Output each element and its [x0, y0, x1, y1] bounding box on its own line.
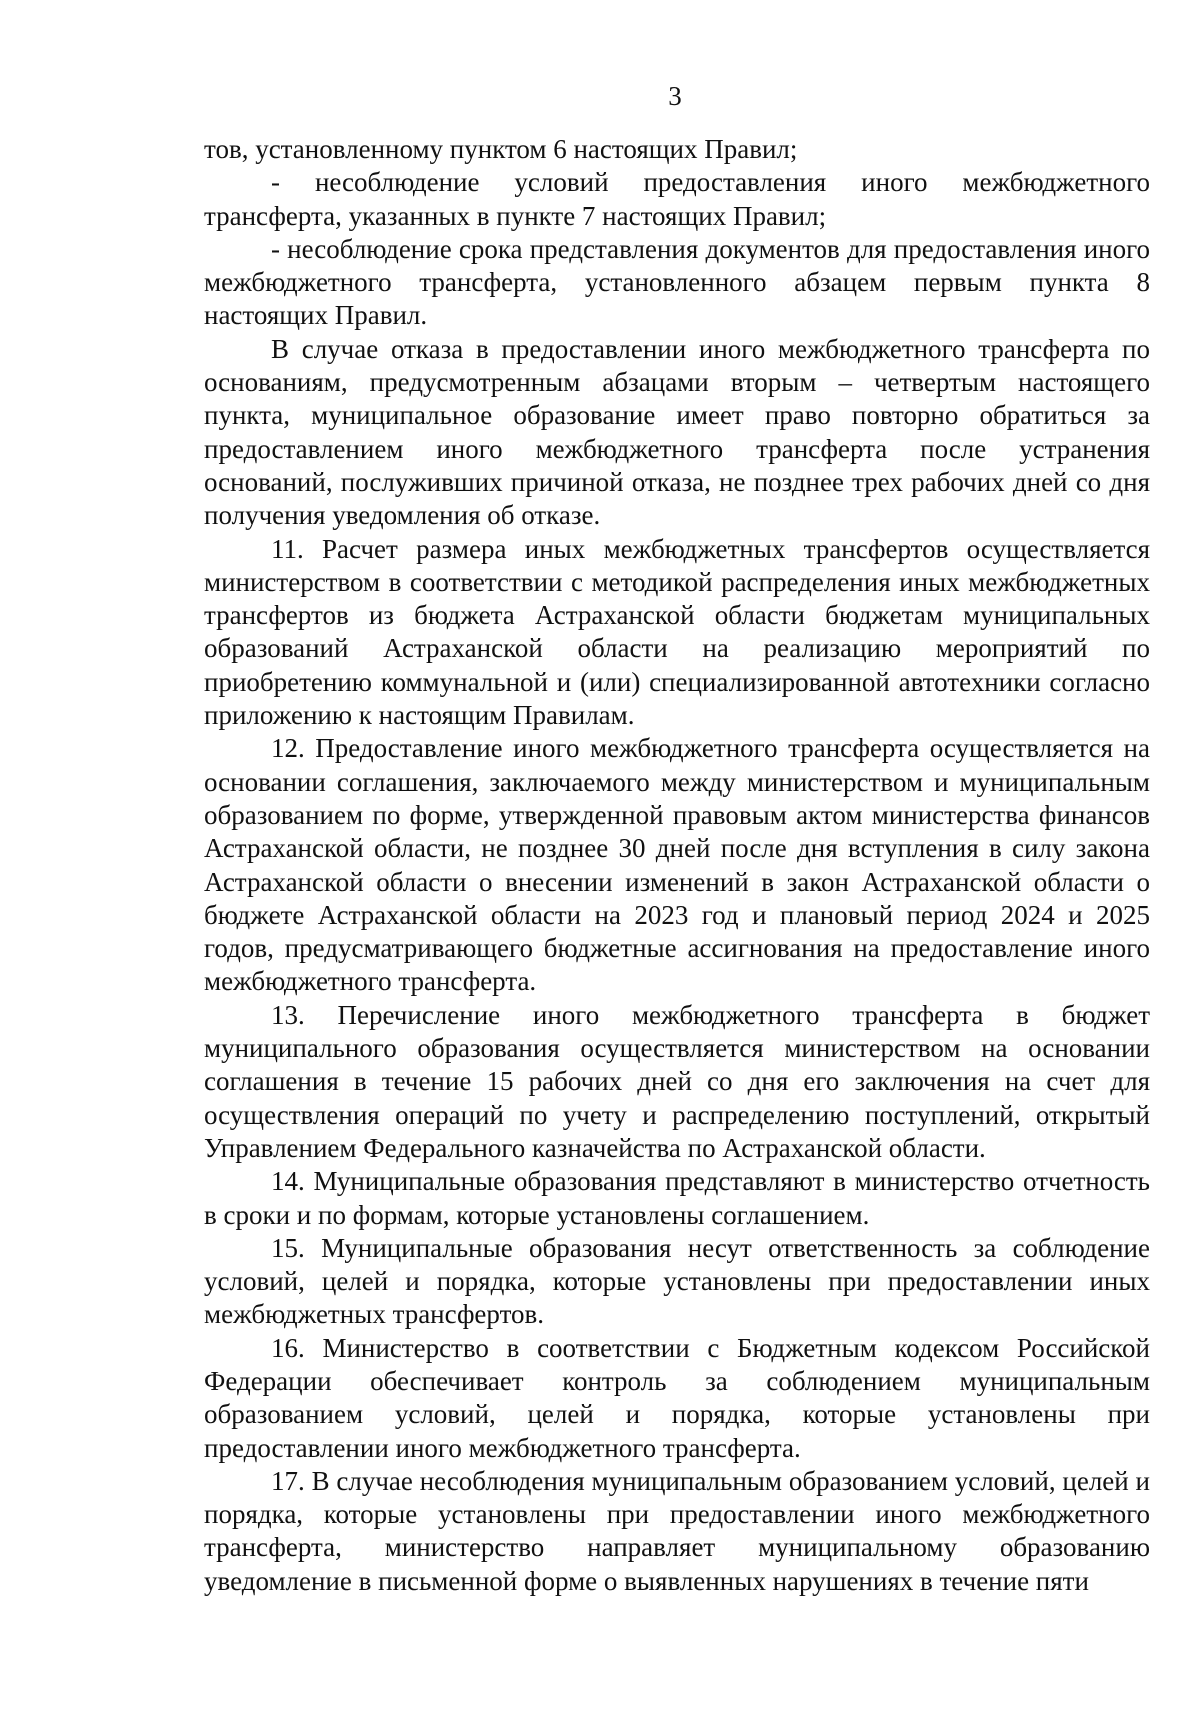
- list-item-deadline-violation: - несоблюдение срока представления документов для предоставления иного межбюджетного трансферта, установленного абзацем первым пункта 8 настоящих Правил.: [204, 233, 1150, 331]
- paragraph-clause-14: 14. Муниципальные образования представляют в министерство отчетность в сроки и по формам, которые установлены соглашением.: [204, 1166, 1150, 1230]
- paragraph-continuation: тов, установленному пунктом 6 настоящих Правил;: [204, 134, 798, 164]
- paragraph-refusal-resubmission: В случае отказа в предоставлении иного межбюджетного трансферта по основаниям, предусмотренным абзацами вторым – четвертым настоящего пункта, муниципальное образование имеет право повторно обратиться за предоставлением иного межбюджетного трансферта после устранения оснований, послуживших причиной отказа, не позднее трех рабочих дней со дня получения уведомления об отказе.: [204, 333, 1150, 531]
- list-item-conditions-violation: - несоблюдение условий предоставления иного межбюджетного трансферта, указанных в пункте 7 настоящих Правил;: [204, 167, 1150, 231]
- paragraph-clause-11: 11. Расчет размера иных межбюджетных трансфертов осуществляется министерством в соответствии с методикой распределения иных межбюджетных трансфертов из бюджета Астраханской области бюджетам муниципальных образований Астраханской области на реализацию мероприятий по приобретению коммунальной и (или) специализированной автотехники согласно приложению к настоящим Правилам.: [204, 533, 1150, 731]
- paragraph-clause-15: 15. Муниципальные образования несут ответственность за соблюдение условий, целей и порядка, которые установлены при предоставлении иных межбюджетных трансфертов.: [204, 1232, 1150, 1330]
- paragraph-clause-13: 13. Перечисление иного межбюджетного трансферта в бюджет муниципального образования осуществляется министерством на основании соглашения в течение 15 рабочих дней со дня его заключения на счет для осуществления операций по учету и распределению поступлений, открытый Управлением Федерального казначейства по Астраханской области.: [204, 999, 1150, 1163]
- page-number: 3: [668, 81, 682, 111]
- paragraph-clause-17: 17. В случае несоблюдения муниципальным образованием условий, целей и порядка, которые установлены при предоставлении иного межбюджетного трансферта, министерство направляет муниципальному образованию уведомление в письменной форме о выявленных нарушениях в течение пяти: [204, 1465, 1150, 1596]
- paragraph-clause-16: 16. Министерство в соответствии с Бюджетным кодексом Российской Федерации обеспечивает контроль за соблюдением муниципальным образованием условий, целей и порядка, которые установлены при предоставлении иного межбюджетного трансферта.: [204, 1332, 1150, 1463]
- document-body: [204, 133, 1150, 1598]
- paragraph-clause-12: 12. Предоставление иного межбюджетного трансферта осуществляется на основании соглашения, заключаемого между министерством и муниципальным образованием по форме, утвержденной правовым актом министерства финансов Астраханской области, не позднее 30 дней после дня вступления в силу закона Астраханской области о внесении изменений в закон Астраханской области о бюджете Астраханской области на 2023 год и плановый период 2024 и 2025 годов, предусматривающего бюджетные ассигнования на предоставление иного межбюджетного трансферта.: [204, 733, 1150, 997]
